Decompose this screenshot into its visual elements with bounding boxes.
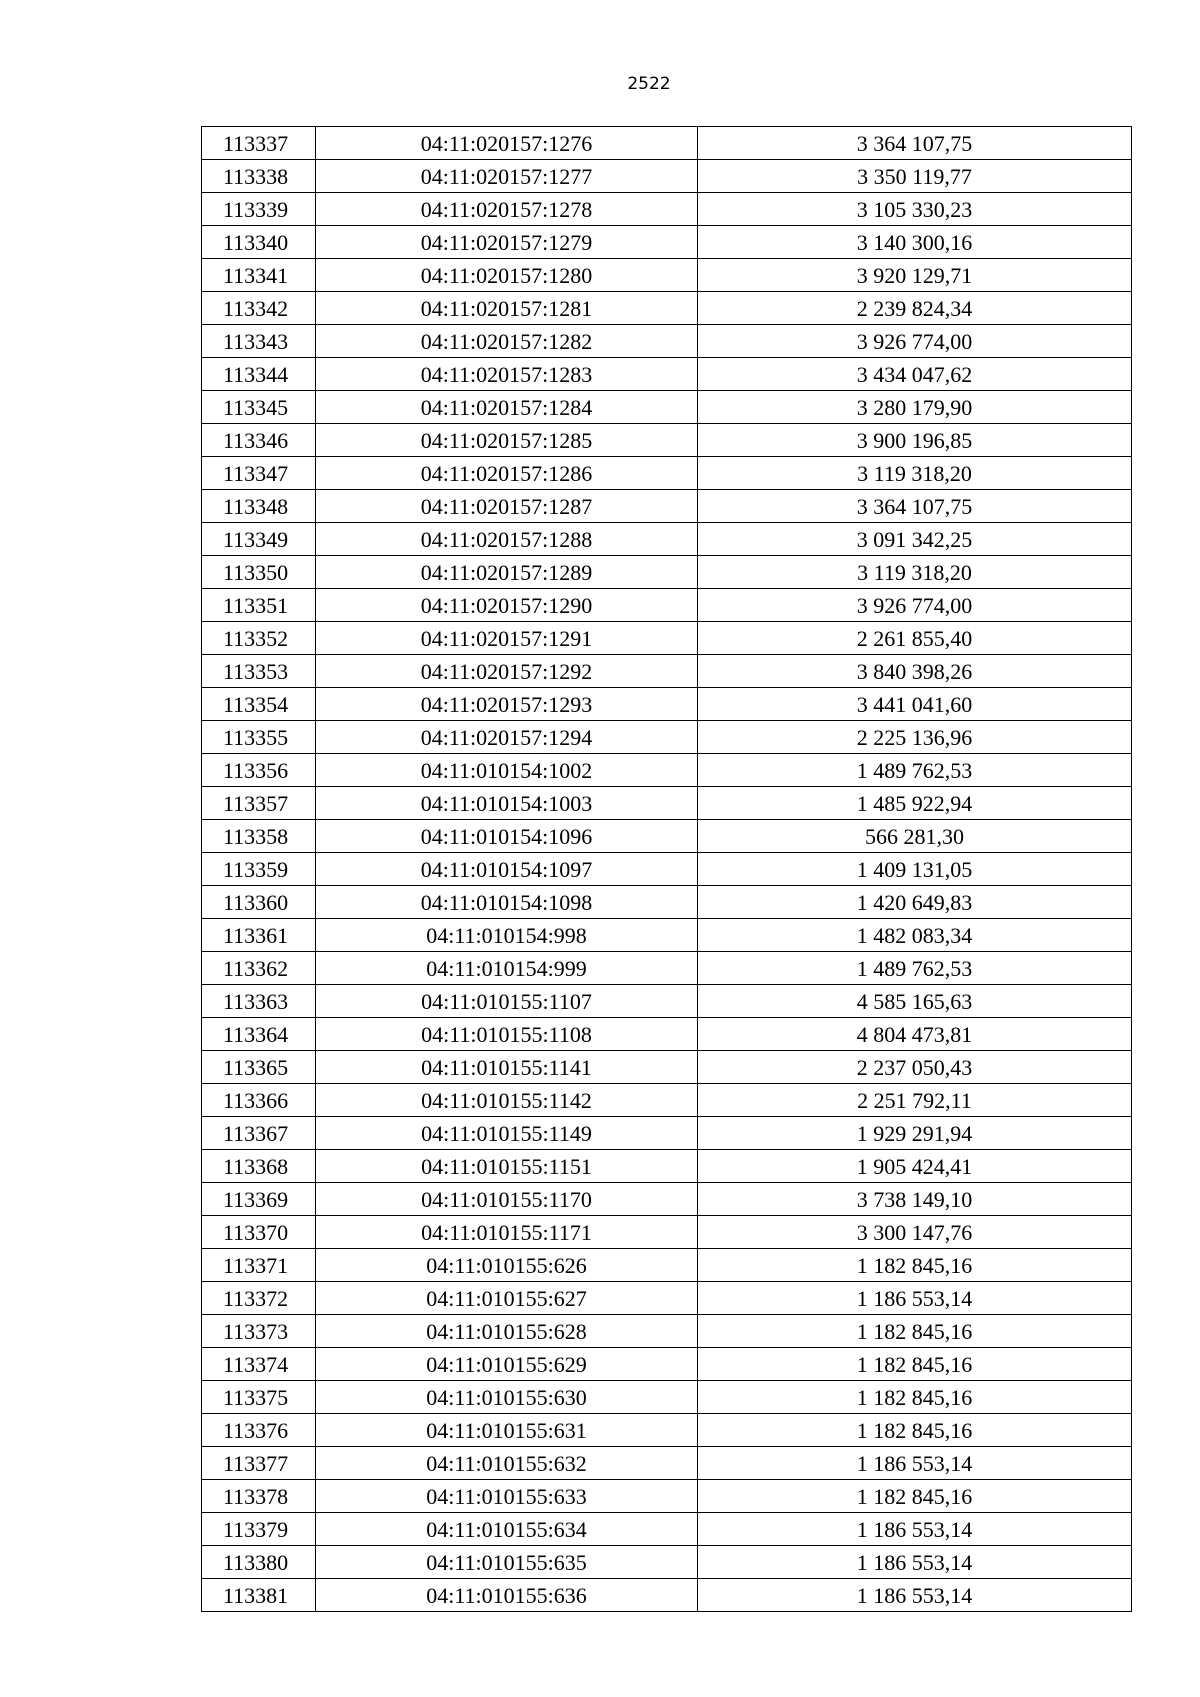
cadastral-number-cell: 04:11:010154:999 <box>316 952 698 985</box>
row-number-cell: 113358 <box>202 820 316 853</box>
row-number-cell: 113341 <box>202 259 316 292</box>
table-row <box>202 424 1132 457</box>
cadastral-number-cell: 04:11:020157:1294 <box>316 721 698 754</box>
row-number-cell: 113368 <box>202 1150 316 1183</box>
row-number-cell: 113366 <box>202 1084 316 1117</box>
row-number-cell: 113375 <box>202 1381 316 1414</box>
row-number-cell: 113348 <box>202 490 316 523</box>
cadastral-value-cell: 1 485 922,94 <box>698 787 1132 820</box>
cadastral-number-cell: 04:11:010155:629 <box>316 1348 698 1381</box>
cadastral-value-cell: 2 251 792,11 <box>698 1084 1132 1117</box>
cadastral-number-cell: 04:11:010155:627 <box>316 1282 698 1315</box>
cadastral-value-cell: 3 926 774,00 <box>698 325 1132 358</box>
cadastral-value-cell: 1 186 553,14 <box>698 1513 1132 1546</box>
row-number-cell: 113364 <box>202 1018 316 1051</box>
cadastral-number-cell: 04:11:010154:1002 <box>316 754 698 787</box>
cadastral-number-cell: 04:11:010154:1096 <box>316 820 698 853</box>
row-number-cell: 113372 <box>202 1282 316 1315</box>
table-row <box>202 1447 1132 1480</box>
row-number-cell: 113359 <box>202 853 316 886</box>
table-row <box>202 886 1132 919</box>
table-row <box>202 589 1132 622</box>
cadastral-number-cell: 04:11:020157:1289 <box>316 556 698 589</box>
cadastral-value-cell: 1 420 649,83 <box>698 886 1132 919</box>
row-number-cell: 113378 <box>202 1480 316 1513</box>
cadastral-number-cell: 04:11:010155:1171 <box>316 1216 698 1249</box>
table-row <box>202 853 1132 886</box>
table-row <box>202 1018 1132 1051</box>
table-row <box>202 523 1132 556</box>
cadastral-value-cell: 2 237 050,43 <box>698 1051 1132 1084</box>
cadastral-value-cell: 2 261 855,40 <box>698 622 1132 655</box>
cadastral-number-cell: 04:11:020157:1276 <box>316 127 698 160</box>
cadastral-number-cell: 04:11:020157:1280 <box>316 259 698 292</box>
cadastral-value-cell: 3 091 342,25 <box>698 523 1132 556</box>
table-row <box>202 1315 1132 1348</box>
cadastral-number-cell: 04:11:020157:1286 <box>316 457 698 490</box>
cadastral-value-cell: 3 434 047,62 <box>698 358 1132 391</box>
table-row <box>202 160 1132 193</box>
cadastral-number-cell: 04:11:010155:631 <box>316 1414 698 1447</box>
cadastral-number-cell: 04:11:020157:1279 <box>316 226 698 259</box>
row-number-cell: 113381 <box>202 1579 316 1612</box>
cadastral-number-cell: 04:11:020157:1277 <box>316 160 698 193</box>
table-row <box>202 259 1132 292</box>
table-row <box>202 1051 1132 1084</box>
cadastral-number-cell: 04:11:010155:1151 <box>316 1150 698 1183</box>
table-row <box>202 1480 1132 1513</box>
row-number-cell: 113352 <box>202 622 316 655</box>
cadastral-value-cell: 4 585 165,63 <box>698 985 1132 1018</box>
table-row <box>202 325 1132 358</box>
row-number-cell: 113346 <box>202 424 316 457</box>
cadastral-value-cell: 2 225 136,96 <box>698 721 1132 754</box>
row-number-cell: 113369 <box>202 1183 316 1216</box>
table-row <box>202 820 1132 853</box>
cadastral-value-cell: 1 186 553,14 <box>698 1546 1132 1579</box>
cadastral-number-cell: 04:11:020157:1278 <box>316 193 698 226</box>
table-row <box>202 127 1132 160</box>
page-number: 2522 <box>627 74 671 94</box>
cadastral-number-cell: 04:11:020157:1291 <box>316 622 698 655</box>
row-number-cell: 113367 <box>202 1117 316 1150</box>
cadastral-value-cell: 1 182 845,16 <box>698 1249 1132 1282</box>
cadastral-value-cell: 1 489 762,53 <box>698 952 1132 985</box>
table-row <box>202 1414 1132 1447</box>
table-body <box>202 127 1132 1612</box>
cadastral-number-cell: 04:11:020157:1284 <box>316 391 698 424</box>
cadastral-value-cell: 1 186 553,14 <box>698 1282 1132 1315</box>
table-row <box>202 1546 1132 1579</box>
row-number-cell: 113349 <box>202 523 316 556</box>
cadastral-number-cell: 04:11:010155:628 <box>316 1315 698 1348</box>
cadastral-value-cell: 1 929 291,94 <box>698 1117 1132 1150</box>
cadastral-value-cell: 1 182 845,16 <box>698 1414 1132 1447</box>
table-row <box>202 1150 1132 1183</box>
cadastral-value-cell: 1 409 131,05 <box>698 853 1132 886</box>
table-row <box>202 1381 1132 1414</box>
cadastral-number-cell: 04:11:010155:632 <box>316 1447 698 1480</box>
cadastral-value-cell: 1 182 845,16 <box>698 1381 1132 1414</box>
cadastral-number-cell: 04:11:010155:636 <box>316 1579 698 1612</box>
row-number-cell: 113339 <box>202 193 316 226</box>
cadastral-number-cell: 04:11:010155:1170 <box>316 1183 698 1216</box>
cadastral-value-cell: 3 105 330,23 <box>698 193 1132 226</box>
cadastral-number-cell: 04:11:010155:1149 <box>316 1117 698 1150</box>
row-number-cell: 113377 <box>202 1447 316 1480</box>
table-row <box>202 952 1132 985</box>
cadastral-number-cell: 04:11:020157:1287 <box>316 490 698 523</box>
table-row <box>202 556 1132 589</box>
cadastral-value-cell: 3 840 398,26 <box>698 655 1132 688</box>
table-row <box>202 226 1132 259</box>
row-number-cell: 113357 <box>202 787 316 820</box>
table-row <box>202 457 1132 490</box>
row-number-cell: 113347 <box>202 457 316 490</box>
row-number-cell: 113338 <box>202 160 316 193</box>
row-number-cell: 113350 <box>202 556 316 589</box>
table-row <box>202 919 1132 952</box>
cadastral-value-cell: 3 350 119,77 <box>698 160 1132 193</box>
row-number-cell: 113356 <box>202 754 316 787</box>
table-row <box>202 721 1132 754</box>
row-number-cell: 113362 <box>202 952 316 985</box>
table-row <box>202 193 1132 226</box>
row-number-cell: 113376 <box>202 1414 316 1447</box>
table-row <box>202 358 1132 391</box>
cadastral-value-cell: 3 364 107,75 <box>698 127 1132 160</box>
table-row <box>202 391 1132 424</box>
table-row <box>202 490 1132 523</box>
cadastral-number-cell: 04:11:010155:1142 <box>316 1084 698 1117</box>
table-row <box>202 985 1132 1018</box>
table-row <box>202 1117 1132 1150</box>
table-row <box>202 1183 1132 1216</box>
cadastral-value-cell: 1 182 845,16 <box>698 1348 1132 1381</box>
cadastral-value-table <box>201 126 1132 1612</box>
cadastral-number-cell: 04:11:020157:1282 <box>316 325 698 358</box>
cadastral-value-cell: 4 804 473,81 <box>698 1018 1132 1051</box>
table-row <box>202 688 1132 721</box>
row-number-cell: 113370 <box>202 1216 316 1249</box>
cadastral-value-cell: 3 920 129,71 <box>698 259 1132 292</box>
cadastral-number-cell: 04:11:010155:1108 <box>316 1018 698 1051</box>
cadastral-number-cell: 04:11:020157:1283 <box>316 358 698 391</box>
row-number-cell: 113337 <box>202 127 316 160</box>
cadastral-number-cell: 04:11:010155:635 <box>316 1546 698 1579</box>
row-number-cell: 113353 <box>202 655 316 688</box>
cadastral-number-cell: 04:11:010154:1003 <box>316 787 698 820</box>
row-number-cell: 113361 <box>202 919 316 952</box>
table-row <box>202 622 1132 655</box>
cadastral-value-cell: 3 926 774,00 <box>698 589 1132 622</box>
cadastral-number-cell: 04:11:010155:1141 <box>316 1051 698 1084</box>
cadastral-number-cell: 04:11:010154:998 <box>316 919 698 952</box>
cadastral-number-cell: 04:11:020157:1293 <box>316 688 698 721</box>
cadastral-number-cell: 04:11:020157:1285 <box>316 424 698 457</box>
cadastral-value-cell: 3 738 149,10 <box>698 1183 1132 1216</box>
table-row <box>202 1579 1132 1612</box>
row-number-cell: 113379 <box>202 1513 316 1546</box>
cadastral-value-cell: 3 900 196,85 <box>698 424 1132 457</box>
table-row <box>202 1249 1132 1282</box>
row-number-cell: 113365 <box>202 1051 316 1084</box>
cadastral-value-cell: 3 119 318,20 <box>698 556 1132 589</box>
cadastral-value-cell: 3 300 147,76 <box>698 1216 1132 1249</box>
cadastral-number-cell: 04:11:010154:1097 <box>316 853 698 886</box>
row-number-cell: 113355 <box>202 721 316 754</box>
cadastral-number-cell: 04:11:010155:630 <box>316 1381 698 1414</box>
table-row <box>202 1282 1132 1315</box>
table-row <box>202 1348 1132 1381</box>
cadastral-number-cell: 04:11:020157:1290 <box>316 589 698 622</box>
cadastral-value-cell: 3 364 107,75 <box>698 490 1132 523</box>
row-number-cell: 113371 <box>202 1249 316 1282</box>
cadastral-value-cell: 3 280 179,90 <box>698 391 1132 424</box>
cadastral-value-cell: 1 182 845,16 <box>698 1315 1132 1348</box>
row-number-cell: 113343 <box>202 325 316 358</box>
row-number-cell: 113374 <box>202 1348 316 1381</box>
cadastral-value-cell: 1 905 424,41 <box>698 1150 1132 1183</box>
cadastral-value-cell: 1 489 762,53 <box>698 754 1132 787</box>
cadastral-number-cell: 04:11:010155:1107 <box>316 985 698 1018</box>
cadastral-value-cell: 3 119 318,20 <box>698 457 1132 490</box>
table-row <box>202 1084 1132 1117</box>
table-row <box>202 754 1132 787</box>
cadastral-number-cell: 04:11:020157:1281 <box>316 292 698 325</box>
cadastral-number-cell: 04:11:010154:1098 <box>316 886 698 919</box>
cadastral-value-cell: 3 140 300,16 <box>698 226 1132 259</box>
row-number-cell: 113345 <box>202 391 316 424</box>
row-number-cell: 113344 <box>202 358 316 391</box>
row-number-cell: 113340 <box>202 226 316 259</box>
table-row <box>202 787 1132 820</box>
table-row <box>202 292 1132 325</box>
row-number-cell: 113363 <box>202 985 316 1018</box>
cadastral-number-cell: 04:11:010155:626 <box>316 1249 698 1282</box>
cadastral-value-cell: 1 186 553,14 <box>698 1447 1132 1480</box>
row-number-cell: 113354 <box>202 688 316 721</box>
cadastral-value-cell: 3 441 041,60 <box>698 688 1132 721</box>
table-row <box>202 1216 1132 1249</box>
cadastral-number-cell: 04:11:020157:1292 <box>316 655 698 688</box>
row-number-cell: 113373 <box>202 1315 316 1348</box>
cadastral-value-cell: 1 186 553,14 <box>698 1579 1132 1612</box>
cadastral-value-cell: 1 482 083,34 <box>698 919 1132 952</box>
cadastral-value-cell: 1 182 845,16 <box>698 1480 1132 1513</box>
row-number-cell: 113360 <box>202 886 316 919</box>
cadastral-number-cell: 04:11:010155:634 <box>316 1513 698 1546</box>
table-row <box>202 655 1132 688</box>
cadastral-value-cell: 566 281,30 <box>698 820 1132 853</box>
row-number-cell: 113380 <box>202 1546 316 1579</box>
cadastral-number-cell: 04:11:010155:633 <box>316 1480 698 1513</box>
cadastral-value-cell: 2 239 824,34 <box>698 292 1132 325</box>
cadastral-number-cell: 04:11:020157:1288 <box>316 523 698 556</box>
row-number-cell: 113351 <box>202 589 316 622</box>
row-number-cell: 113342 <box>202 292 316 325</box>
table-row <box>202 1513 1132 1546</box>
